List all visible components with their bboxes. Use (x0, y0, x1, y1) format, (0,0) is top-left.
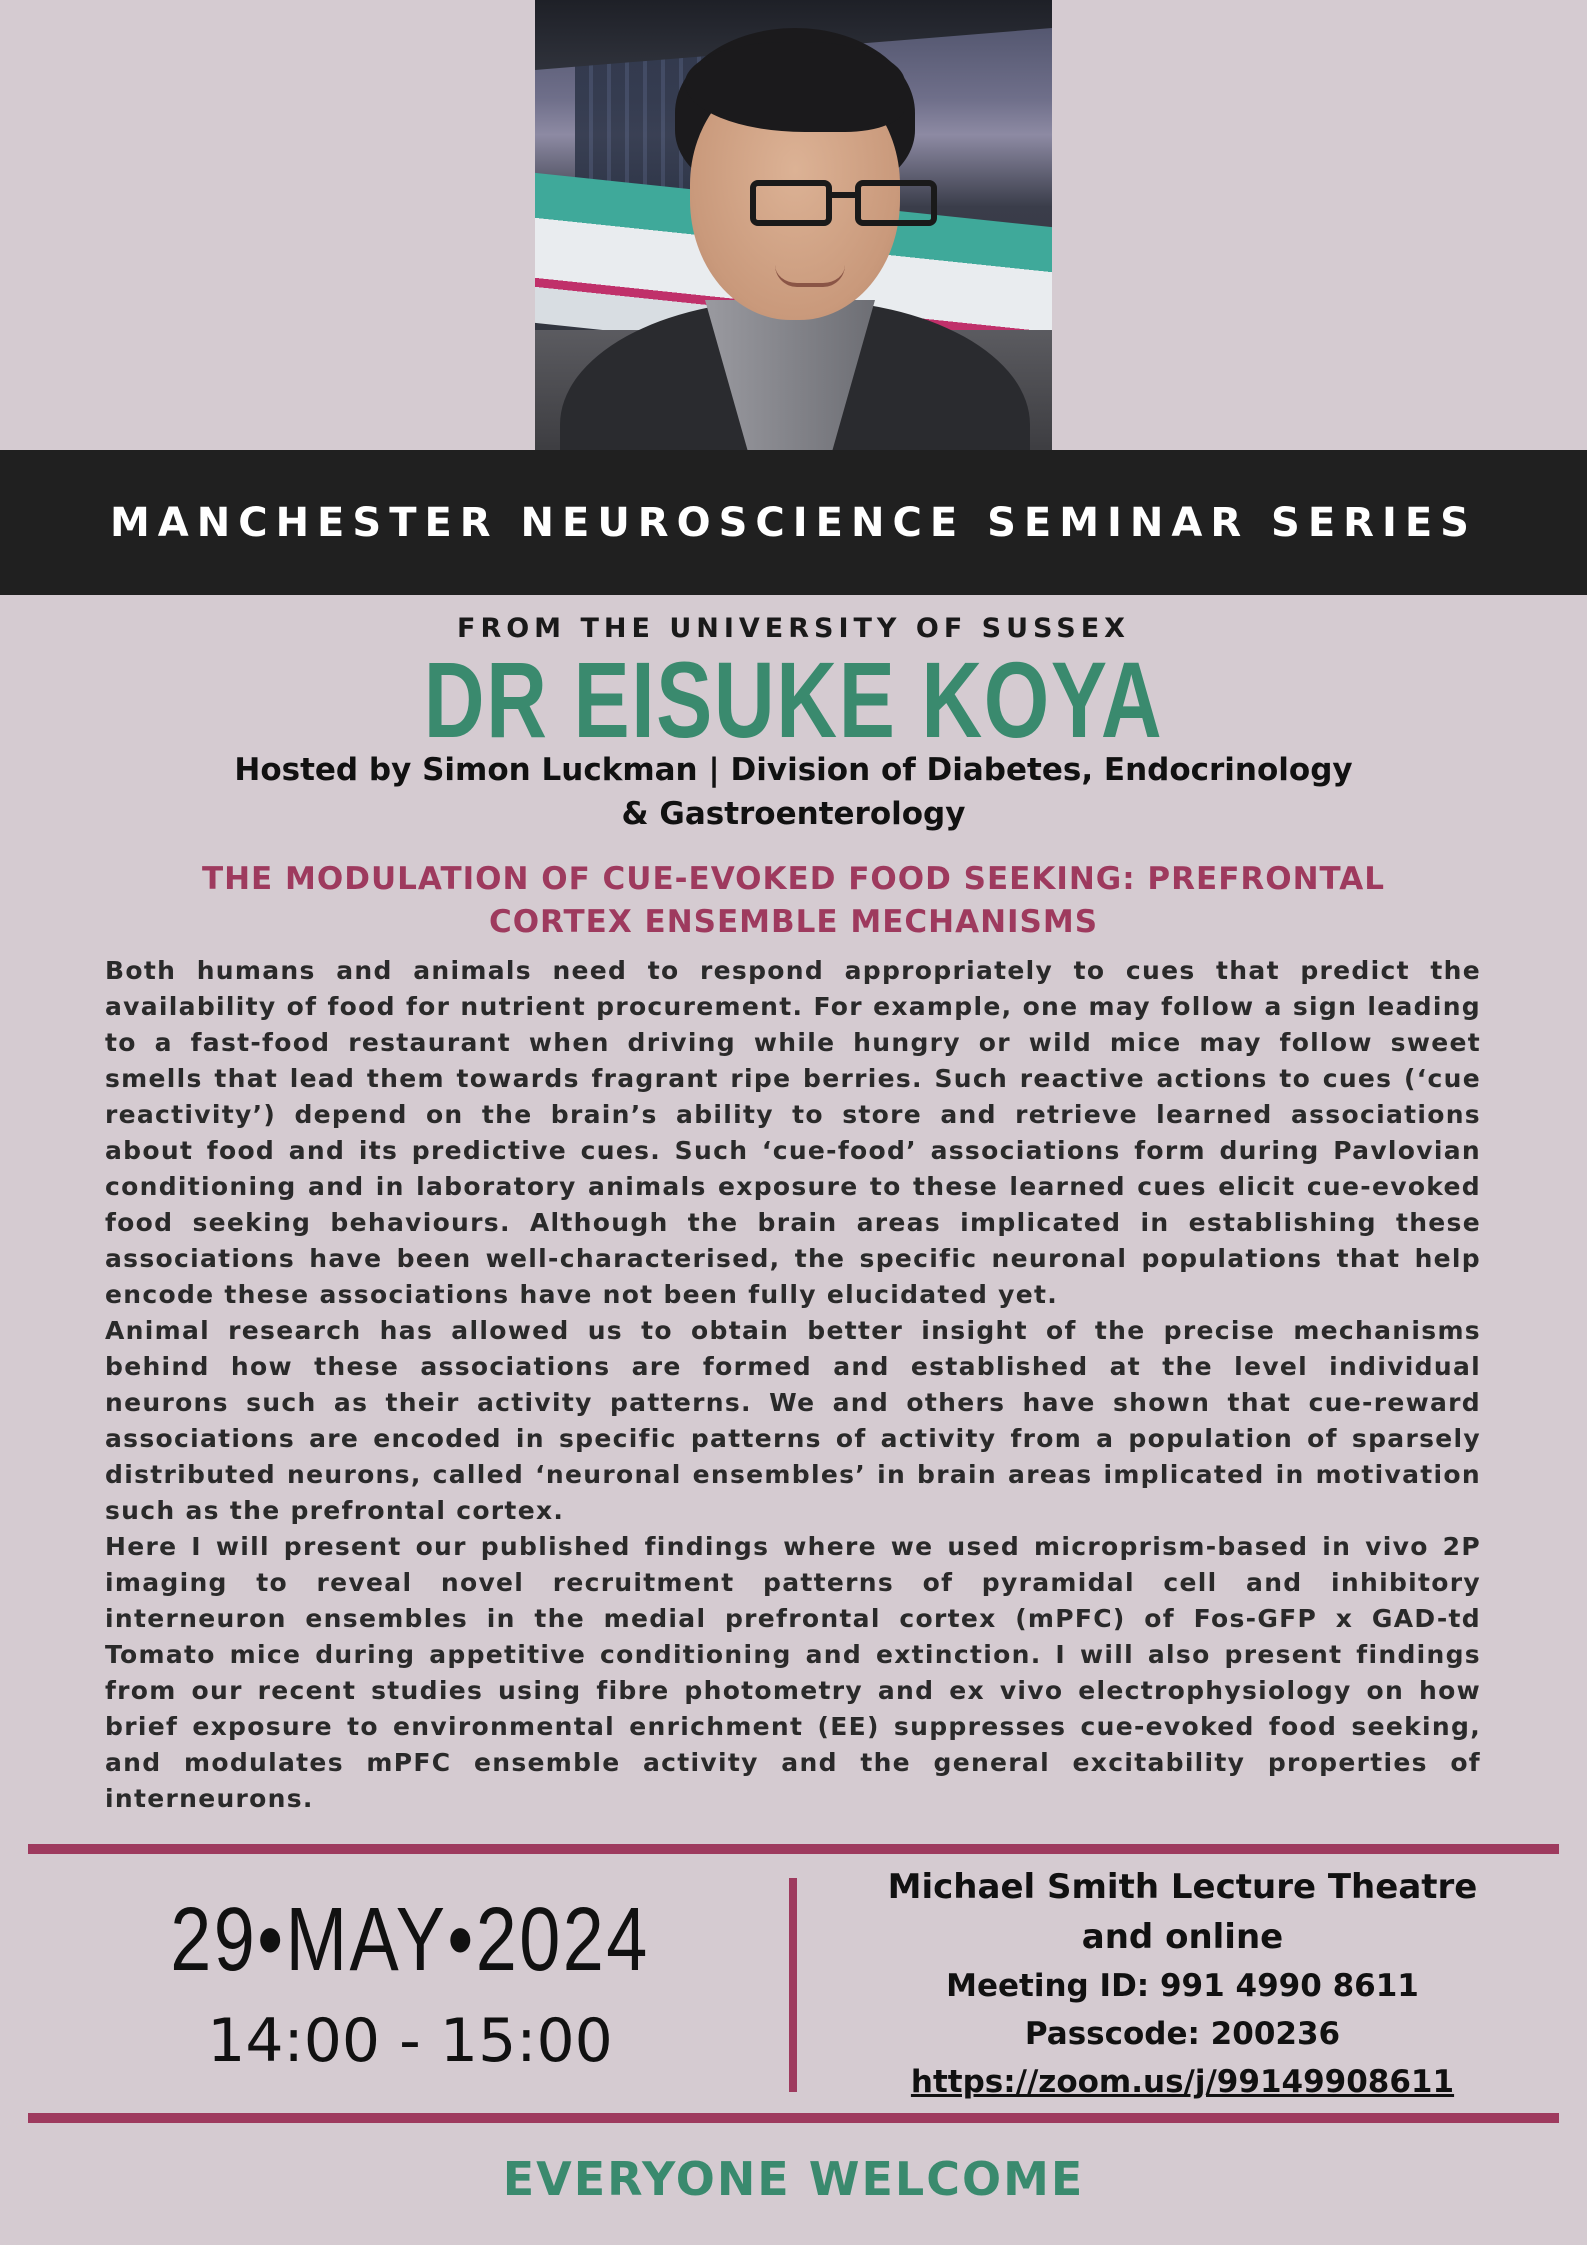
speaker-name: DR EISUKE KOYA (423, 639, 1164, 760)
passcode: Passcode: 200236 (1024, 2016, 1341, 2052)
talk-title: THE MODULATION OF CUE-EVOKED FOOD SEEKING: PREFRONTAL CORTEX ENSEMBLE MECHANISMS (201, 861, 1386, 940)
photo-smile (775, 265, 845, 287)
divider-vertical (789, 1878, 797, 2092)
event-date: 29•MAY•2024 (170, 1890, 650, 1990)
zoom-link[interactable]: https://zoom.us/j/99149908611 (910, 2064, 1455, 2100)
talk-abstract (105, 953, 1481, 1817)
speaker-affiliation: FROM THE UNIVERSITY OF SUSSEX (457, 613, 1130, 644)
venue-name: Michael Smith Lecture Theatre (887, 1867, 1478, 1907)
abstract-paragraph: Here I will present our published findings where we used microprism-based in vivo 2P imaging to reveal novel recruitment patterns of pyramidal cell and inhibitory interneuron ensembles in the medial prefrontal cortex (mPFC) of Fos-GFP x GAD-td Tomato mice during appetitive conditioning and extinction. I will also present findings from our recent studies using fibre photometry and ex vivo electrophysiology on how brief exposure to environmental enrichment (EE) suppresses cue-evoked food seeking, and modulates mPFC ensemble activity and the general excitability properties of interneurons. (105, 1532, 1481, 1813)
meeting-id: Meeting ID: 991 4990 8611 (946, 1968, 1419, 2004)
host-line: Hosted by Simon Luckman | Division of Diabetes, Endocrinology & Gastroenterology (234, 752, 1353, 832)
divider-bottom (28, 2113, 1559, 2123)
event-time: 14:00 - 15:00 (207, 2006, 613, 2076)
photo-glasses (750, 180, 950, 228)
venue-block (840, 1862, 1525, 2106)
venue-online: and online (1081, 1917, 1284, 1957)
speaker-photo (535, 0, 1052, 450)
divider-top (28, 1844, 1559, 1854)
everyone-welcome: EVERYONE WELCOME (502, 2152, 1085, 2206)
series-banner (0, 450, 1587, 595)
abstract-paragraph: Animal research has allowed us to obtain better insight of the precise mechanisms behind how these associations are formed and established at the level individual neurons such as their activity patterns. We and others have shown that cue-reward associations are encoded in specific patterns of activity from a population of sparsely distributed neurons, called ‘neuronal ensembles’ in brain areas implicated in motivation such as the prefrontal cortex. (105, 1316, 1481, 1525)
series-title: MANCHESTER NEUROSCIENCE SEMINAR SERIES (109, 499, 1477, 546)
abstract-paragraph: Both humans and animals need to respond appropriately to cues that predict the availability of food for nutrient procurement. For example, one may follow a sign leading to a fast-food restaurant when driving while hungry or wild mice may follow sweet smells that lead them towards fragrant ripe berries. Such reactive actions to cues (‘cue reactivity’) depend on the brain’s ability to store and retrieve learned associations about food and its predictive cues. Such ‘cue-food’ associations form during Pavlovian conditioning and in laboratory animals exposure to these learned cues elicit cue-evoked food seeking behaviours. Although the brain areas implicated in establishing these associations have been well-characterised, the specific neuronal populations that help encode these associations have not been fully elucidated yet. (105, 956, 1481, 1309)
